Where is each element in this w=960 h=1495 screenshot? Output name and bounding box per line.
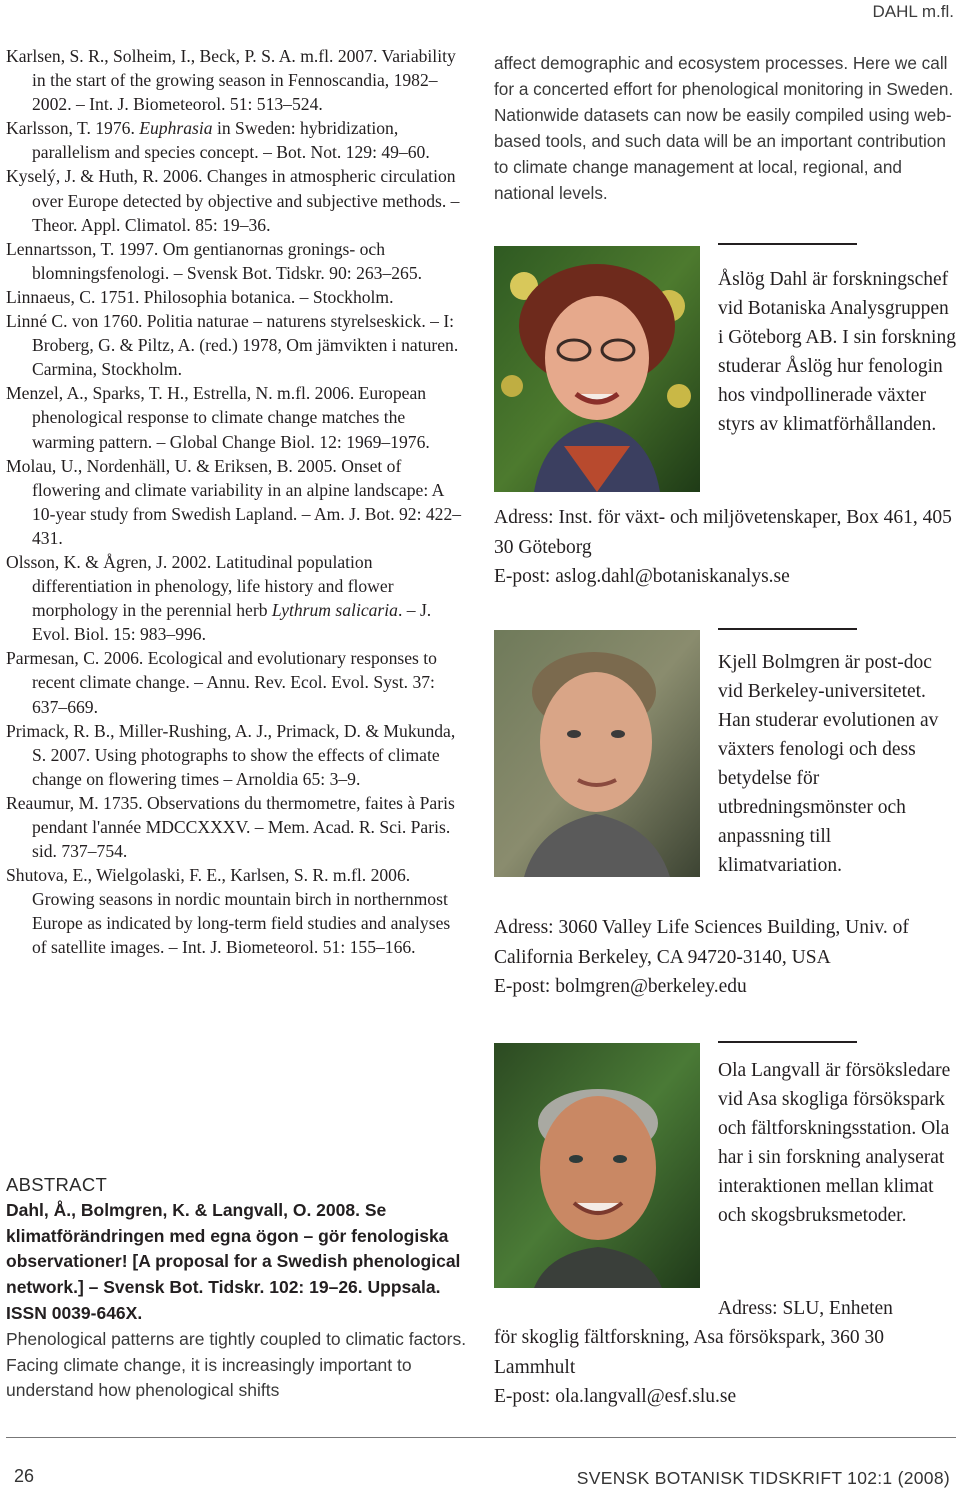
reference-entry: Molau, U., Nordenhäll, U. & Eriksen, B. 2005. Onset of flowering and climate variability in an alpine landscape: A 10-year study from Swedish Lapland. – Am. J. Bot. 92: 422–431. xyxy=(6,455,462,548)
abstract xyxy=(6,1172,474,1404)
divider xyxy=(718,243,857,245)
reference-entry: Olsson, K. & Ågren, J. 2002. Latitudinal population differentiation in phenology, life history and flower morphology in the perennial herb Lythrum salicaria. – J. Evol. Biol. 15: 983–996. xyxy=(6,551,432,645)
reference-entry: Parmesan, C. 2006. Ecological and evolutionary responses to recent climate change. – Annu. Rev. Ecol. Evol. Syst. 37: 637–669. xyxy=(6,648,437,717)
author-address-block xyxy=(494,913,958,1002)
reference-entry: Linnaeus, C. 1751. Philosophia botanica. – Stockholm. xyxy=(6,286,394,307)
reference-entry: Shutova, E., Wielgolaski, F. E., Karlsen, S. R. m.fl. 2006. Growing seasons in nordic mountain birch in northernmost Europe as indicated by long-term field studies and analyses of satellite images. – Int. J. Biometeorol. 51: 155–166. xyxy=(6,865,451,958)
author-bio: Ola Langvall är försöksledare vid Asa skogliga försökspark och fältforskningsstation. Ola har i sin forskning analyserat interaktionen mellan klimat och skogsbruksmetoder. xyxy=(718,1060,951,1226)
reference-entry: Primack, R. B., Miller-Rushing, A. J., Primack, D. & Mukunda, S. 2007. Using photographs to show the effects of climate change on flowering times – Arnoldia 65: 3–9. xyxy=(6,720,456,789)
journal-footer: SVENSK BOTANISK TIDSKRIFT 102:1 (2008) xyxy=(576,1468,950,1488)
author-address-block xyxy=(494,1323,958,1412)
running-head: DAHL m.fl. xyxy=(872,2,954,21)
abstract-continued: affect demographic and ecosystem processes. Here we call for a concerted effort for phenological monitoring in Sweden. Nationwide datasets can now be easily compiled using web-based tools, and such data will be an important contribution to climate change management at local, regional, and national levels. xyxy=(494,53,954,203)
author-email: E-post: aslog.dahl@botaniskanalys.se xyxy=(494,566,790,587)
author-address-continued: för skoglig fältforskning, Asa försökspark, 360 30 Lammhult xyxy=(494,1327,884,1378)
author-address-block xyxy=(494,503,958,592)
divider xyxy=(718,628,857,630)
reference-entry: Karlsen, S. R., Solheim, I., Beck, P. S. A. m.fl. 2007. Variability in the start of the growing season in Fennoscandia, 1982–2002. – Int. J. Biometeorol. 51: 513–524. xyxy=(6,46,456,115)
author-address: Adress: 3060 Valley Life Sciences Building, Univ. of California Berkeley, CA 94720-3140, USA xyxy=(494,917,909,968)
author-photo-langvall xyxy=(494,1043,700,1288)
author-photo-bolmgren xyxy=(494,630,700,877)
author-bio: Åslög Dahl är forskningschef vid Botaniska Analysgruppen i Göteborg AB. I sin forskning studerar Åslög hur fenologin hos vindpollinerade växter styrs av klimatförhållanden. xyxy=(718,269,956,435)
author-bio: Kjell Bolmgren är post-doc vid Berkeley-universitetet. Han studerar evolutionen av växters fenologi och dess betydelse för utbredningsmönster och anpassning till klimatvariation. xyxy=(718,652,939,876)
reference-list xyxy=(6,44,468,960)
reference-entry: Kyselý, J. & Huth, R. 2006. Changes in atmospheric circulation over Europe detected by objective and subjective methods. – Theor. Appl. Climatol. 85: 19–36. xyxy=(6,166,460,235)
portrait-image xyxy=(494,246,700,492)
reference-entry: Linné C. von 1760. Politia naturae – naturens styrelseskick. – I: Broberg, G. & Piltz, A. (red.) 1978, Om jämvikten i naturen. Carmina, Stockholm. xyxy=(6,311,459,380)
author-address: Adress: Inst. för växt- och miljövetenskaper, Box 461, 405 30 Göteborg xyxy=(494,507,952,558)
reference-entry: Karlsson, T. 1976. Euphrasia in Sweden: hybridization, parallelism and species concept. – Bot. Not. 129: 49–60. xyxy=(6,118,430,163)
reference-entry: Lennartsson, T. 1997. Om gentianornas gronings- och blomningsfenologi. – Svensk Bot. Tidskr. 90: 263–265. xyxy=(6,238,423,283)
author-address: Adress: SLU, Enheten xyxy=(718,1298,893,1319)
reference-entry: Menzel, A., Sparks, T. H., Estrella, N. m.fl. 2006. European phenological response to climate change matches the warming pattern. – Global Change Biol. 12: 1969–1976. xyxy=(6,383,430,452)
author-email: E-post: bolmgren@berkeley.edu xyxy=(494,976,747,997)
reference-entry: Reaumur, M. 1735. Observations du thermometre, faites à Paris pendant l'année MDCCXXXV. – Mem. Acad. R. Sci. Paris. sid. 737–754. xyxy=(6,792,455,862)
footer-divider xyxy=(6,1437,956,1438)
author-email: E-post: ola.langvall@esf.slu.se xyxy=(494,1386,737,1407)
abstract-heading: ABSTRACT xyxy=(6,1174,108,1195)
abstract-citation: Dahl, Å., Bolmgren, K. & Langvall, O. 2008. Se klimatförändringen med egna ögon – gör fenologiska observationer! [A proposal for a Swedish phenological network.] – Svensk Bot. Tidskr. 102: 19–26. Uppsala. ISSN 0039-646X. xyxy=(6,1199,461,1323)
page-number: 26 xyxy=(14,1466,35,1486)
author-photo-dahl xyxy=(494,246,700,492)
divider xyxy=(718,1041,857,1043)
portrait-image xyxy=(494,1043,700,1288)
abstract-text: Phenological patterns are tightly coupled to climatic factors. Facing climate change, it is increasingly important to understand how phenological shifts xyxy=(6,1328,467,1401)
portrait-image xyxy=(494,630,700,877)
